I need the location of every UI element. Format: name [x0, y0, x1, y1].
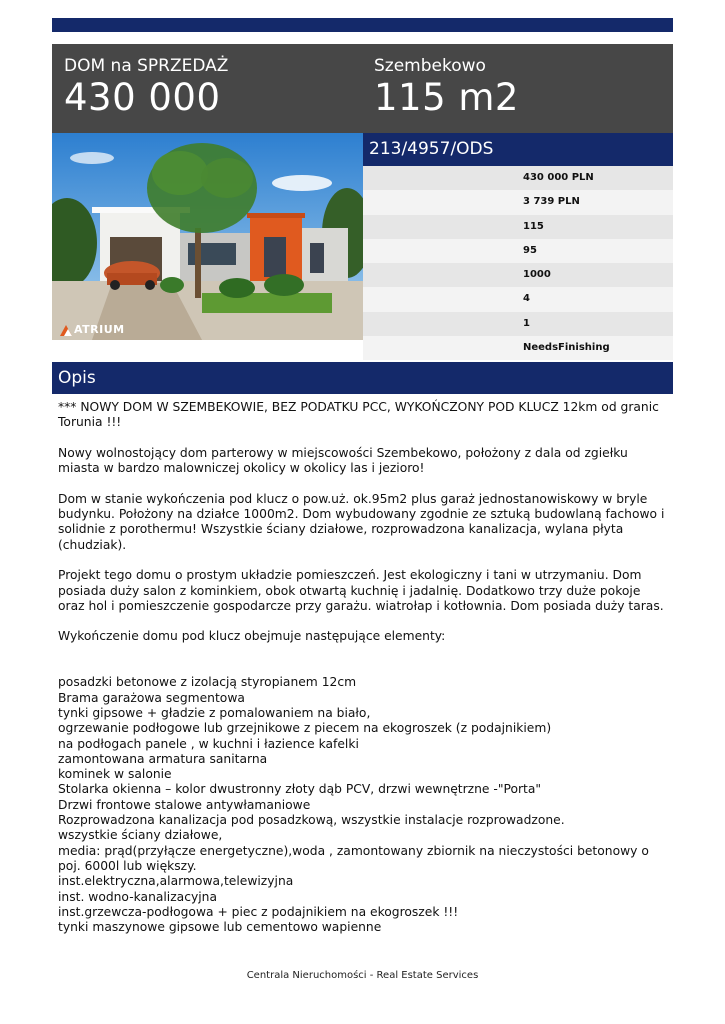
list-item: na podłogach panele , w kuchni i łazience kafelki	[58, 736, 359, 751]
spec-rooms: 4	[363, 287, 673, 311]
location-label: Szembekowo	[374, 56, 486, 76]
list-item: Rozprowadzona kanalizacja pod posadzkową, wszystkie instalacje rozprowadzone.	[58, 813, 565, 828]
list-item: zamontowana armatura sanitarna	[58, 751, 268, 766]
list-item: Drzwi frontowe stalowe antywłamaniowe	[58, 797, 311, 812]
description-paragraph: Dom w stanie wykończenia pod klucz o pow.uż. ok.95m2 plus garaż jednostanowiskowy w bryle budynku. Położony na działce 1000m2. Dom wybudowany zgodnie ze sztuką budowlaną fachowo i solidnie z porothermu! Wszystkie ściany działowe, rozprowadzona kanalizacja, wylana płyta (chudziak).	[58, 491, 665, 552]
list-item: inst.grzewcza-podłogowa + piec z podajnikiem na ekogroszek !!!	[58, 904, 459, 919]
description-heading: Opis	[52, 362, 673, 394]
description-paragraph: Nowy wolnostojący dom parterowy w miejscowości Szembekowo, położony z dala od zgiełku miasta w bardzo malowniczej okolicy w okolicy las i jezioro!	[58, 445, 628, 476]
list-item: tynki maszynowe gipsowe lub cementowo wapienne	[58, 920, 382, 935]
property-photo	[52, 133, 363, 340]
description-paragraph: *** NOWY DOM W SZEMBEKOWIE, BEZ PODATKU PCC, WYKOŃCZONY POD KLUCZ 12km od granic Torunia !!!	[58, 400, 659, 430]
list-item: Brama garażowa segmentowa	[58, 690, 245, 705]
page-footer: Centrala Nieruchomości - Real Estate Services	[246, 970, 479, 981]
spec-condition: NeedsFinishing	[363, 336, 673, 360]
price-value: 430 000	[64, 76, 221, 119]
property-type-label: DOM na SPRZEDAŻ	[64, 56, 229, 76]
description-paragraph: Projekt tego domu o prostym układzie pomieszczeń. Jest ekologiczny i tani w utrzymaniu. Dom posiada duży salon z kominkiem, obok otwartą kuchnię i jadalnię. Dodatkowo trzy duże pokoje oraz hol i pomieszczenie gospodarcze przy garażu. wiatrołap i kotłownia. Dom posiada duży taras.	[58, 568, 664, 613]
list-item: wszystkie ściany działowe,	[58, 828, 223, 843]
spacer	[58, 660, 670, 675]
top-accent-bar	[52, 18, 673, 32]
area-value: 115 m2	[374, 76, 519, 119]
spec-floors: 1	[363, 312, 673, 336]
spec-price: 430 000 PLN	[363, 166, 673, 190]
list-item: kominek w salonie	[58, 767, 172, 782]
listing-header	[52, 44, 673, 133]
atrium-watermark: ATRIUM	[74, 323, 125, 336]
header-location-block	[374, 56, 519, 120]
list-item: media: prąd(przyłącze energetyczne),woda , zamontowany zbiornik na nieczystości betonowy o poj. 6000l lub większy.	[58, 843, 649, 873]
spec-plot-area: 1000	[363, 263, 673, 287]
spec-table	[363, 166, 673, 360]
list-item: ogrzewanie podłogowe lub grzejnikowe z piecem na ekogroszek (z podajnikiem)	[58, 721, 552, 736]
list-item: posadzki betonowe z izolacją styropianem 12cm	[58, 675, 357, 690]
list-item: inst. wodno-kanalizacyjna	[58, 889, 218, 904]
list-item: Stolarka okienna – kolor dwustronny złoty dąb PCV, drzwi wewnętrzne -"Porta"	[58, 782, 542, 797]
list-item: inst.elektryczna,alarmowa,telewizyjna	[58, 874, 294, 889]
description-paragraph: Wykończenie domu pod klucz obejmuje następujące elementy:	[58, 629, 446, 644]
list-item: tynki gipsowe + gładzie z pomalowaniem na biało,	[58, 705, 371, 720]
header-price-block	[64, 56, 228, 120]
reference-number: 213/4957/ODS	[363, 133, 673, 166]
description-body	[58, 400, 670, 935]
spec-price-per-m2: 3 739 PLN	[363, 190, 673, 214]
spec-area: 115	[363, 215, 673, 239]
spec-usable-area: 95	[363, 239, 673, 263]
